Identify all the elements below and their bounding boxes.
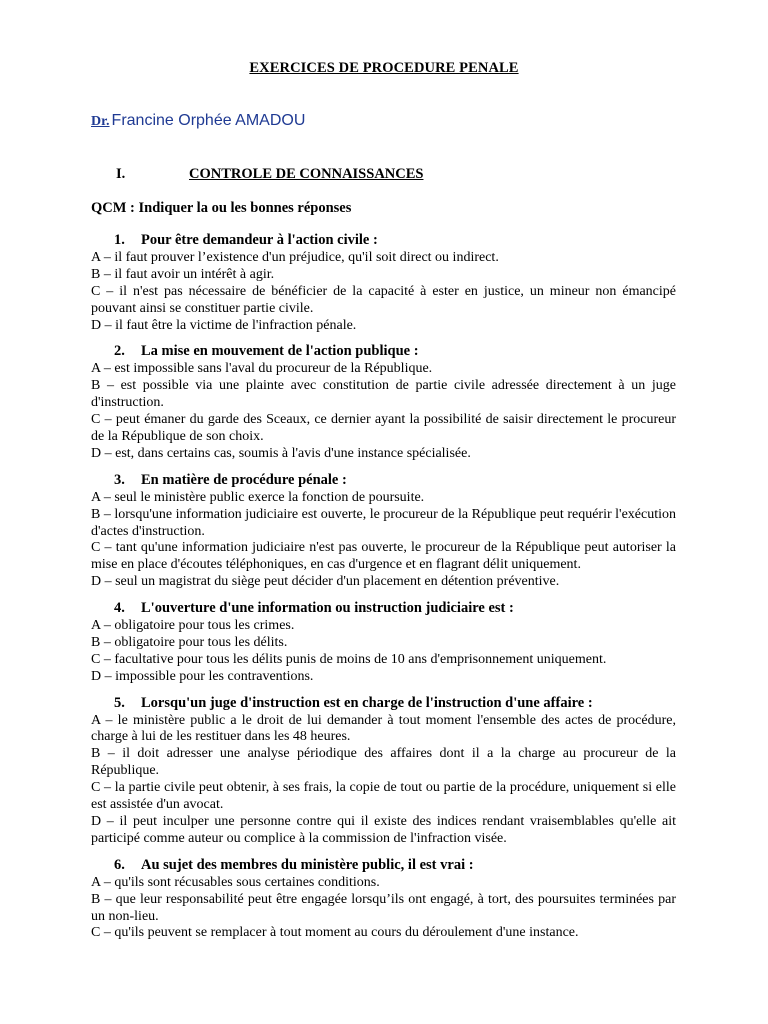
answer-option: C – peut émaner du garde des Sceaux, ce dernier ayant la possibilité de saisir directement le procureur de la République de son choix. — [91, 412, 676, 444]
question-list — [91, 232, 676, 951]
answer-option: A – il faut prouver l’existence d'un préjudice, qu'il soit direct ou indirect. — [91, 249, 499, 265]
qcm-instruction: QCM : Indiquer la ou les bonnes réponses — [91, 200, 352, 216]
question-block — [91, 232, 676, 334]
question-block — [91, 472, 676, 591]
question-block — [91, 343, 676, 462]
answer-option: D – est, dans certains cas, soumis à l'avis d'une instance spécialisée. — [91, 445, 471, 461]
section-heading — [116, 166, 423, 183]
answer-option: B – que leur responsabilité peut être engagée lorsqu’ils ont engagé, à tort, des poursuites terminées par un non-lieu. — [91, 891, 676, 924]
question-number: 3. — [114, 471, 125, 488]
question-heading — [91, 472, 676, 489]
question-text: L'ouverture d'une information ou instruction judiciaire est : — [141, 600, 514, 617]
question-number: 6. — [114, 856, 125, 873]
question-text: Au sujet des membres du ministère public, il est vrai : — [141, 856, 474, 873]
question-text: La mise en mouvement de l'action publique : — [141, 343, 419, 360]
answer-option: D – seul un magistrat du siège peut décider d'un placement en détention préventive. — [91, 574, 560, 590]
answer-option: B – obligatoire pour tous les délits. — [91, 634, 288, 650]
question-heading — [91, 343, 676, 360]
document-title: EXERCICES DE PROCEDURE PENALE — [249, 60, 519, 76]
answer-option: B – il doit adresser une analyse périodique des affaires dont il a la charge au procureur de la République. — [91, 746, 676, 779]
section-number: I. — [116, 166, 126, 182]
question-number: 5. — [114, 694, 125, 711]
answer-option: D – il faut être la victime de l'infraction pénale. — [91, 317, 357, 333]
answer-option: C – qu'ils peuvent se remplacer à tout moment au cours du déroulement d'une instance. — [91, 925, 579, 941]
question-heading — [91, 695, 676, 712]
question-block — [91, 857, 676, 943]
question-text: Pour être demandeur à l'action civile : — [141, 232, 378, 248]
author-line — [91, 112, 305, 130]
author-name: Francine Orphée AMADOU — [111, 112, 306, 129]
answer-option: A – est impossible sans l'aval du procureur de la République. — [91, 361, 433, 377]
answer-option: A – qu'ils sont récusables sous certaines conditions. — [91, 874, 380, 890]
answer-option: A – le ministère public a le droit de lui demander à tout moment l'ensemble des actes de procédure, charge à lui de les restituer dans les 48 heures. — [91, 712, 676, 745]
answer-option: C – tant qu'une information judiciaire n'est pas ouverte, le procureur de la République peut autoriser la mise en place d'écoutes téléphoniques, en cas d'urgence et en flagrant délit uniquement. — [91, 540, 676, 573]
author-prefix: Dr. — [91, 114, 110, 129]
section-title: CONTROLE DE CONNAISSANCES — [189, 166, 424, 182]
question-number: 1. — [114, 232, 125, 248]
answer-option: C – la partie civile peut obtenir, à ses frais, la copie de tout ou partie de la procédure, uniquement si elle est assistée d'un avocat. — [91, 780, 676, 813]
answer-option: B – lorsqu'une information judiciaire est ouverte, le procureur de la République peut requérir l'exécution d'actes d'instruction. — [91, 506, 676, 539]
question-block — [91, 695, 676, 848]
question-heading — [91, 857, 676, 874]
question-number: 2. — [114, 343, 125, 360]
answer-option: D – impossible pour les contraventions. — [91, 668, 314, 684]
question-block — [91, 600, 676, 686]
answer-option: C – il n'est pas nécessaire de bénéficier de la capacité à ester en justice, un mineur non émancipé pouvant ainsi se constituer partie civile. — [91, 283, 676, 316]
question-text: En matière de procédure pénale : — [141, 471, 347, 488]
question-number: 4. — [114, 600, 125, 617]
answer-option: C – facultative pour tous les délits punis de moins de 10 ans d'emprisonnement uniquement. — [91, 651, 607, 667]
question-text: Lorsqu'un juge d'instruction est en charge de l'instruction d'une affaire : — [141, 694, 593, 711]
answer-option: A – obligatoire pour tous les crimes. — [91, 618, 295, 634]
answer-option: A – seul le ministère public exerce la fonction de poursuite. — [91, 489, 425, 505]
question-heading — [91, 600, 676, 617]
question-heading — [91, 232, 676, 249]
answer-option: B – il faut avoir un intérêt à agir. — [91, 266, 275, 282]
answer-option: D – il peut inculper une personne contre qui il existe des indices rendant vraisemblables qu'elle ait participé comme auteur ou complice à la commission de l'infraction visée. — [91, 814, 676, 846]
answer-option: B – est possible via une plainte avec constitution de partie civile adressée directement à un juge d'instruction. — [91, 378, 676, 411]
